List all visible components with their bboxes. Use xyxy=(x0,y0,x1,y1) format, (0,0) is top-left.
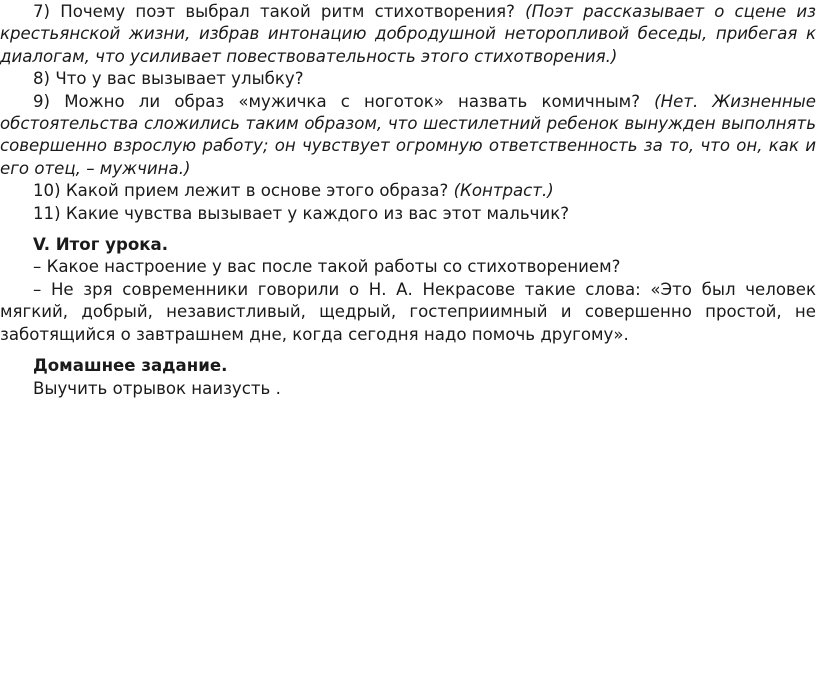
question-11 xyxy=(0,203,816,225)
homework-text: Выучить отрывок наизусть . xyxy=(33,378,281,398)
summary-line-1: – Какое настроение у вас после такой работы со стихотворением? xyxy=(33,257,621,277)
answer-text: (Контраст.) xyxy=(453,181,554,201)
answer-text: (Поэт рассказывает о сцене из крестьянской жизни, избрав интонацию добродушной неторопливой беседы, прибегая к диалогам, что усиливает повествовательность этого стихотворения.) xyxy=(0,2,816,66)
question-text: Какие чувства вызывает у каждого из вас этот мальчик? xyxy=(65,203,570,223)
question-number: 8) xyxy=(33,69,51,89)
question-number: 7) xyxy=(33,2,51,21)
summary-line-2: – Не зря современники говорили о Н. А. Некрасове такие слова: «Это был человек мягкий, добрый, независтливый, щедрый, гостеприимный и совершенно простой, не заботящийся о завтрашнем дне, когда сегодня надо помочь другому». xyxy=(0,279,816,344)
question-9 xyxy=(0,91,816,181)
question-8 xyxy=(0,68,816,90)
question-10 xyxy=(0,180,816,202)
question-7 xyxy=(0,1,816,68)
summary-heading: V. Итог урока. xyxy=(33,235,168,255)
lesson-page xyxy=(0,1,816,400)
question-number: 9) xyxy=(33,91,51,111)
question-text: Можно ли образ «мужичка с ноготок» назвать комичным? xyxy=(64,91,641,111)
answer-text: (Нет. Жизненные обстоятельства сложились таким образом, что шестилетний ребенок вынужден выполнять совершенно взрослую работу; он чувствует огромную ответственность за то, что он, как и его отец, – мужчина.) xyxy=(0,91,816,178)
question-number: 10) xyxy=(33,181,61,201)
question-text: Почему поэт выбрал такой ритм стихотворения? xyxy=(60,2,515,21)
question-text: Что у вас вызывает улыбку? xyxy=(55,69,304,89)
question-number: 11) xyxy=(33,203,61,223)
homework-heading: Домашнее задание. xyxy=(33,356,228,376)
question-text: Какой прием лежит в основе этого образа? xyxy=(65,181,449,201)
